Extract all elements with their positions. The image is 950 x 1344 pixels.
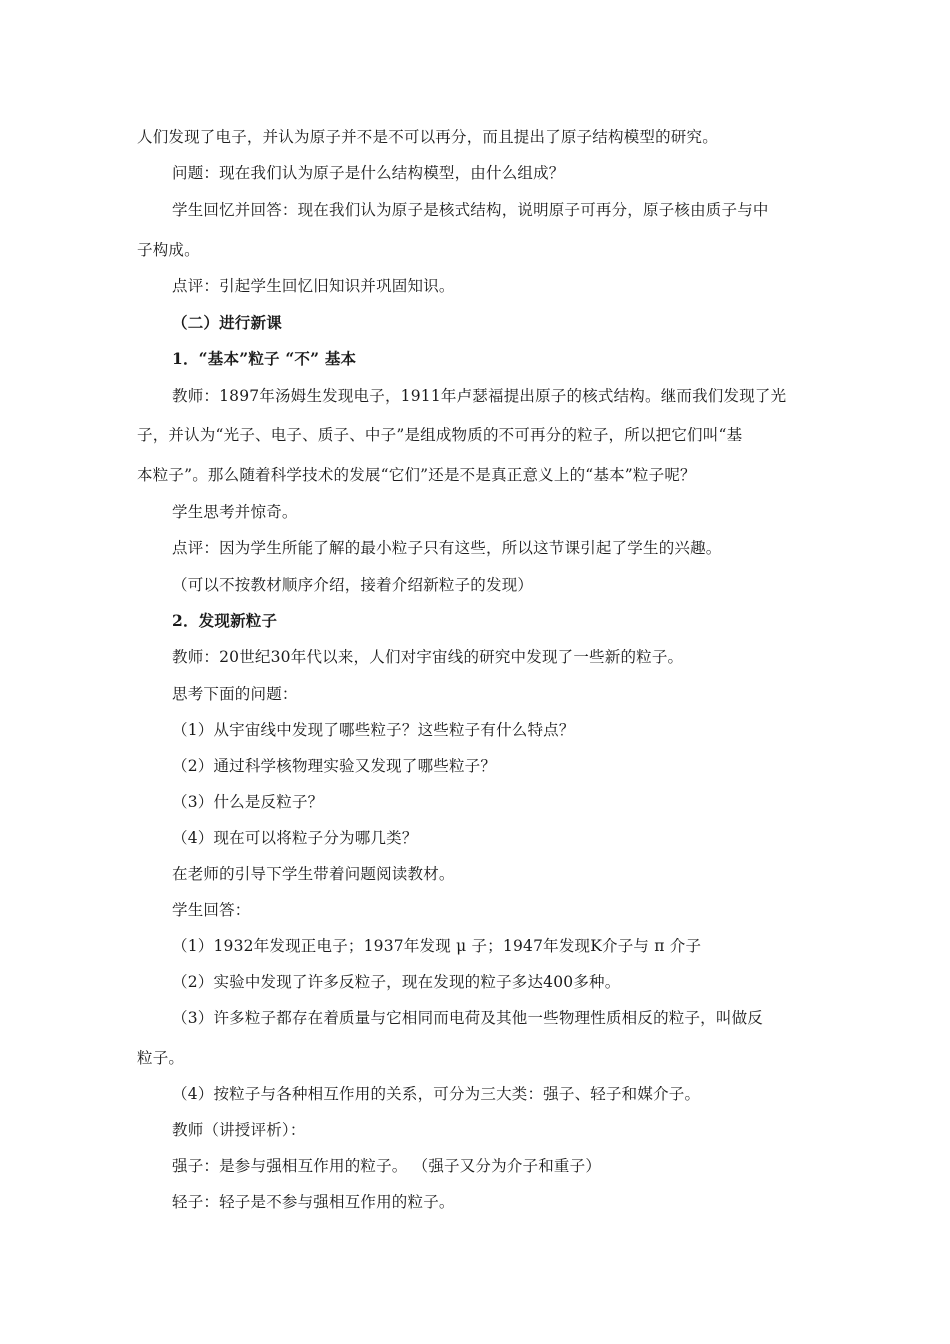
answer-4: （4）按粒子与各种相互作用的关系，可分为三大类：强子、轻子和媒介子。 (172, 1085, 701, 1103)
question-3: （3）什么是反粒子？ (172, 793, 324, 811)
text-line-15: 教师：20世纪30年代以来，人们对宇宙线的研究中发现了一些新的粒子。 (172, 648, 684, 666)
answer-3-continued: 粒子。 (137, 1049, 185, 1067)
text-line-3: 学生回忆并回答：现在我们认为原子是核式结构，说明原子可再分，原子核由质子与中 (172, 201, 769, 219)
text-line-8: 教师：1897年汤姆生发现电子，1911年卢瑟福提出原子的核式结构。继而我们发现了光 (172, 387, 787, 405)
text-line-21: 在老师的引导下学生带着问题阅读教材。 (172, 865, 455, 883)
text-line-10: 本粒子”。那么随着科学技术的发展“它们”还是不是真正意义上的“基本”粒子呢？ (137, 466, 696, 484)
text-line-12: 点评：因为学生所能了解的最小粒子只有这些，所以这节课引起了学生的兴趣。 (172, 539, 722, 557)
text-line-30: 轻子：轻子是不参与强相互作用的粒子。 (172, 1193, 455, 1211)
text-line-11: 学生思考并惊奇。 (172, 503, 298, 521)
subsection-heading-2: 2．发现新粒子 (172, 611, 278, 630)
subsection-heading-1: 1．“基本”粒子 “不” 基本 (172, 349, 357, 368)
text-line-1: 人们发现了电子，并认为原子并不是不可以再分，而且提出了原子结构模型的研究。 (137, 128, 718, 146)
text-line-16: 思考下面的问题： (172, 685, 298, 703)
answer-3: （3）许多粒子都存在着质量与它相同而电荷及其他一些物理性质相反的粒子，叫做反 (172, 1009, 763, 1027)
text-line-13: （可以不按教材顺序介绍，接着介绍新粒子的发现） (172, 576, 534, 594)
question-1: （1）从宇宙线中发现了哪些粒子？这些粒子有什么特点？ (172, 721, 575, 739)
text-line-22: 学生回答： (172, 901, 251, 919)
answer-1: （1）1932年发现正电子；1937年发现 μ 子；1947年发现K介子与 π 介子 (172, 937, 702, 955)
question-4: （4）现在可以将粒子分为哪几类？ (172, 829, 418, 847)
text-line-29: 强子：是参与强相互作用的粒子。 （强子又分为介子和重子） (172, 1157, 602, 1175)
text-line-5: 点评：引起学生回忆旧知识并巩固知识。 (172, 277, 455, 295)
text-line-28: 教师（讲授评析）： (172, 1121, 306, 1139)
text-line-2: 问题：现在我们认为原子是什么结构模型，由什么组成？ (172, 164, 565, 182)
section-heading: （二）进行新课 (172, 313, 282, 332)
answer-2: （2）实验中发现了许多反粒子，现在发现的粒子多达400多种。 (172, 973, 621, 991)
text-line-9: 子，并认为“光子、电子、质子、中子”是组成物质的不可再分的粒子，所以把它们叫“基 (137, 426, 743, 444)
text-line-4: 子构成。 (137, 241, 200, 259)
question-2: （2）通过科学核物理实验又发现了哪些粒子？ (172, 757, 497, 775)
